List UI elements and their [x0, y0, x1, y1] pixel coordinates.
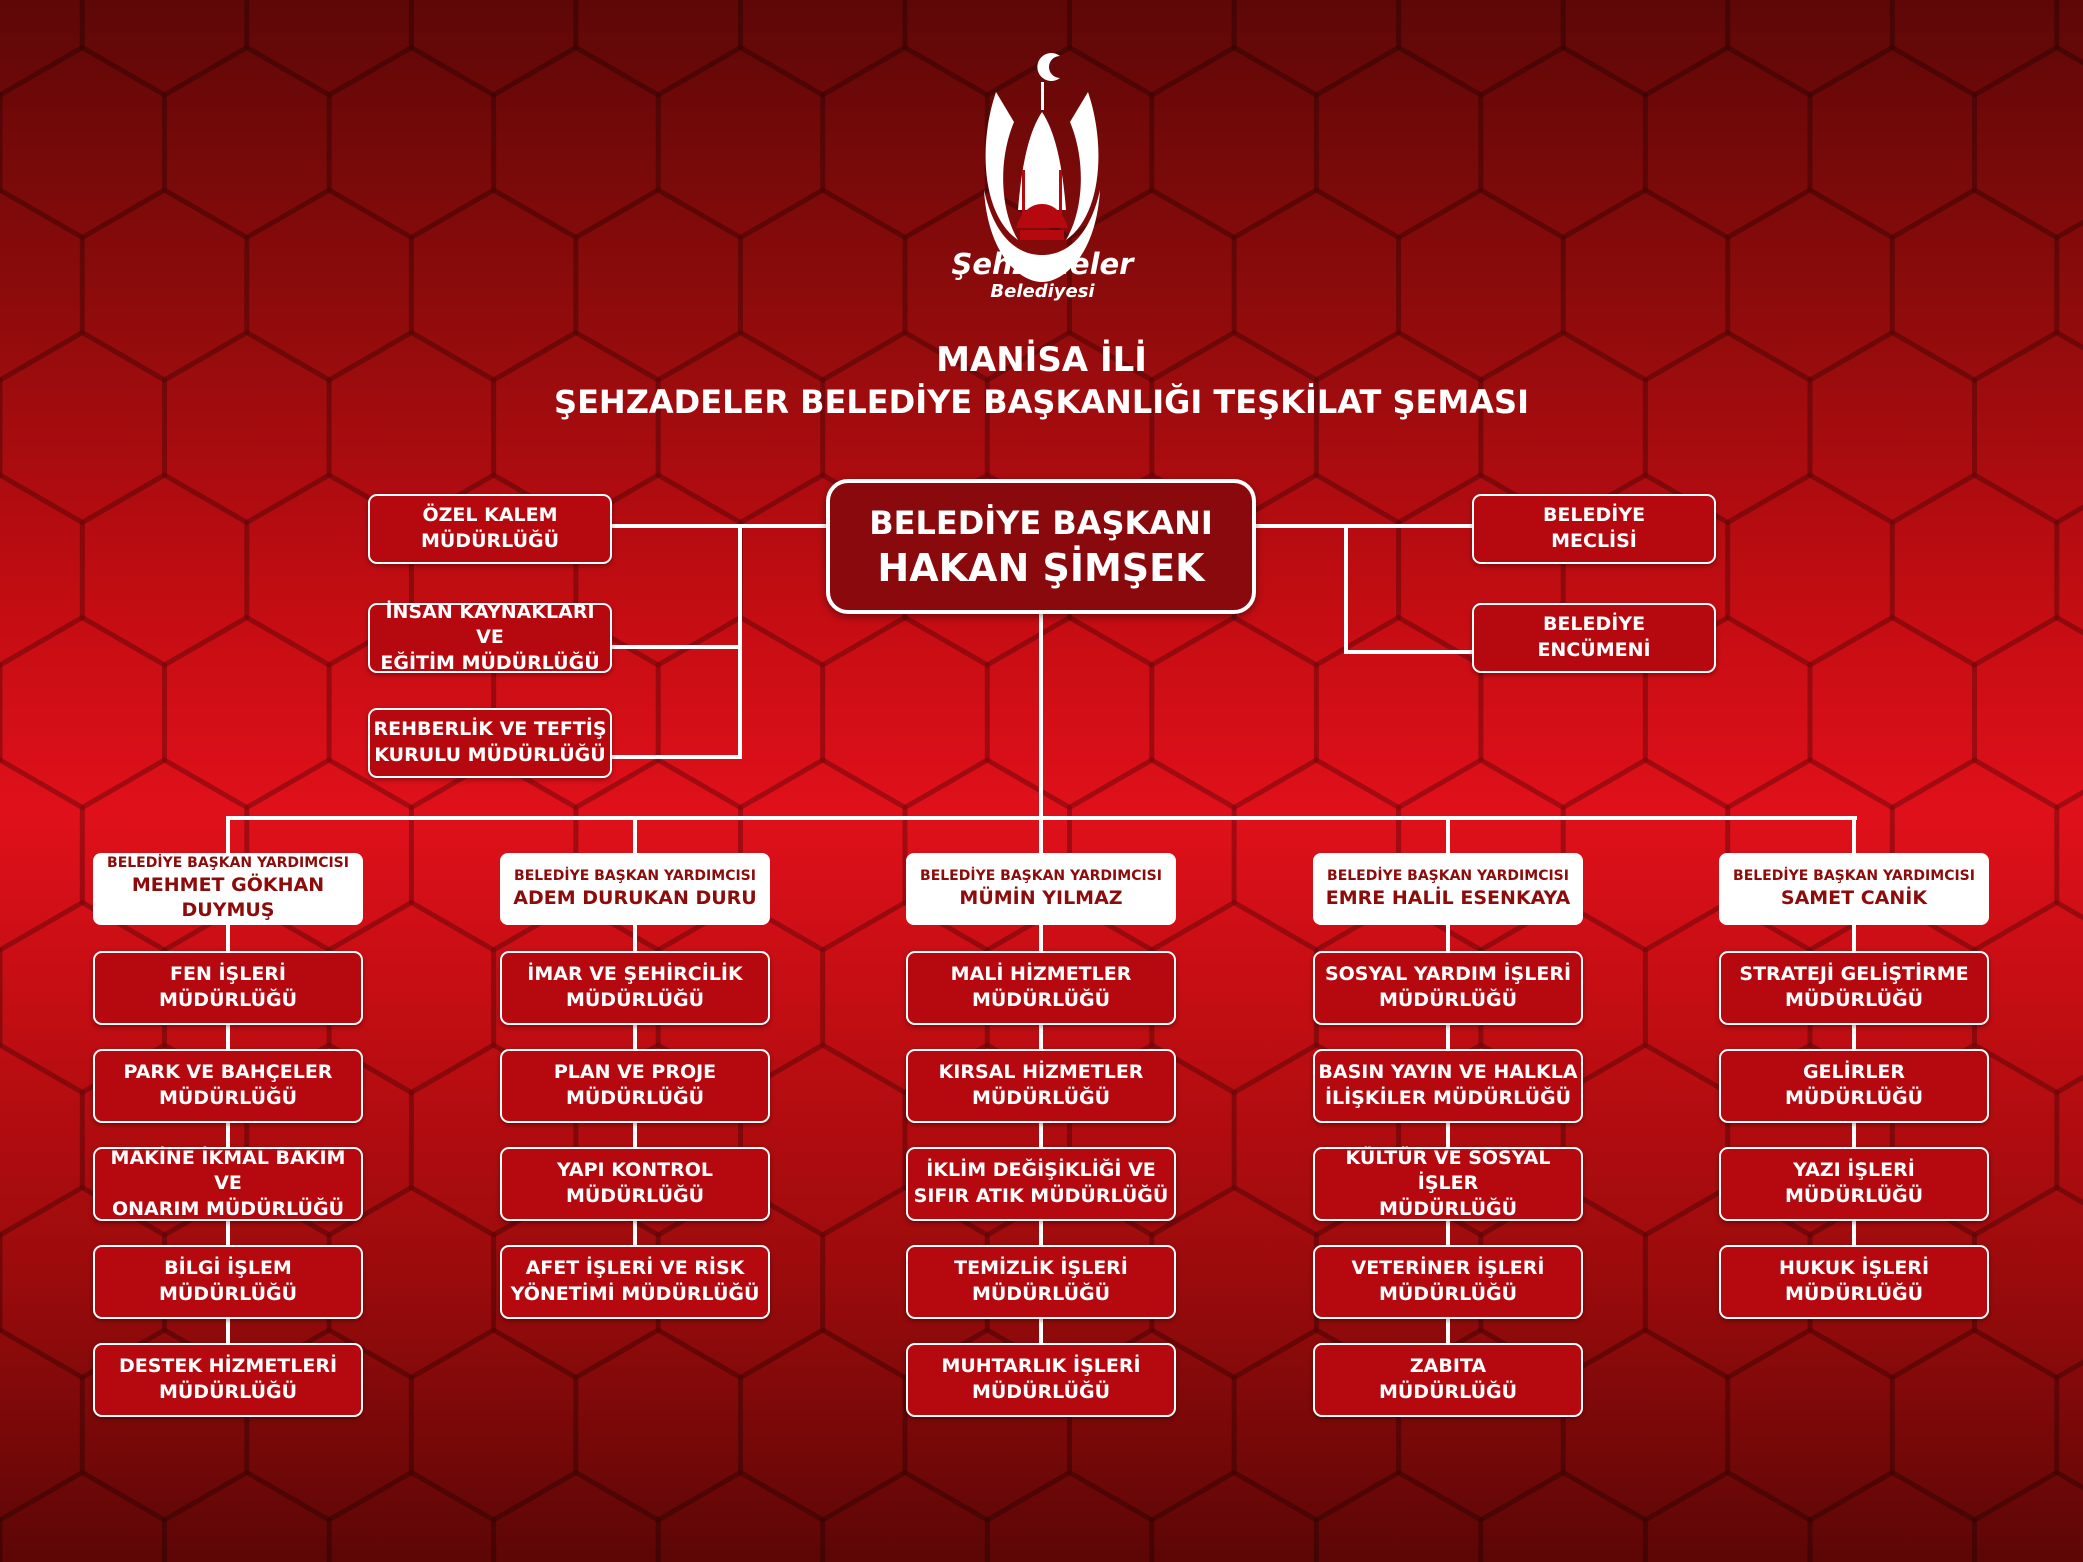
- chart-title-line1: MANİSA İLİ: [936, 340, 1147, 380]
- unit-line2: MÜDÜRLÜĞÜ: [565, 1185, 705, 1207]
- unit-line1: DESTEK HİZMETLERİ: [118, 1355, 338, 1378]
- directorate-box: [1719, 1245, 1989, 1319]
- unit-line2: MÜDÜRLÜĞÜ: [971, 1087, 1111, 1109]
- unit-line2: MÜDÜRLÜĞÜ: [1378, 989, 1518, 1011]
- unit-line1: TEMİZLİK İŞLERİ: [954, 1257, 1128, 1280]
- unit-line1: YAZI İŞLERİ: [1793, 1159, 1915, 1182]
- deputy-role: BELEDİYE BAŞKAN YARDIMCISI: [1327, 867, 1569, 884]
- directorate-box: [500, 951, 770, 1025]
- directorate-box: [93, 1245, 363, 1319]
- unit-line2: MÜDÜRLÜĞÜ: [158, 1283, 298, 1305]
- directorate-box: [1719, 1049, 1989, 1123]
- directorate-box: [906, 1147, 1176, 1221]
- deputy-box: [1313, 853, 1583, 925]
- chart-title-line2: ŞEHZADELER BELEDİYE BAŞKANLIĞI TEŞKİLAT ŞEMASI: [554, 383, 1529, 421]
- unit-line2: MÜDÜRLÜĞÜ: [971, 989, 1111, 1011]
- deputy-role: BELEDİYE BAŞKAN YARDIMCISI: [107, 854, 349, 871]
- directorate-box: [500, 1049, 770, 1123]
- directorate-box: [500, 1147, 770, 1221]
- unit-line1: BASIN YAYIN VE HALKLA: [1318, 1061, 1578, 1084]
- unit-belediye-encumeni: [1472, 603, 1716, 673]
- unit-line1: HUKUK İŞLERİ: [1778, 1257, 1930, 1280]
- deputy-role: BELEDİYE BAŞKAN YARDIMCISI: [920, 867, 1162, 884]
- deputy-box: [1719, 853, 1989, 925]
- unit-line1: YAPI KONTROL: [556, 1159, 714, 1182]
- unit-line2: MÜDÜRLÜĞÜ: [565, 989, 705, 1011]
- directorate-box: [906, 1049, 1176, 1123]
- deputy-box: [93, 853, 363, 925]
- unit-line2: MÜDÜRLÜĞÜ: [1784, 989, 1924, 1011]
- unit-line2: MÜDÜRLÜĞÜ: [971, 1283, 1111, 1305]
- unit-line1: PLAN VE PROJE: [553, 1061, 717, 1084]
- directorate-box: [1313, 951, 1583, 1025]
- deputy-box: [500, 853, 770, 925]
- unit-line2: MÜDÜRLÜĞÜ: [420, 530, 560, 552]
- directorate-box: [1719, 1147, 1989, 1221]
- directorate-box: [1719, 951, 1989, 1025]
- unit-line2: MECLİSİ: [1551, 530, 1637, 552]
- deputy-role: BELEDİYE BAŞKAN YARDIMCISI: [514, 867, 756, 884]
- unit-line2: EĞİTİM MÜDÜRLÜĞÜ: [380, 651, 600, 674]
- brand-name: Şehzadeler: [951, 247, 1134, 281]
- brand-wordmark: [930, 247, 1155, 302]
- directorate-box: [1313, 1049, 1583, 1123]
- unit-line2: ENCÜMENİ: [1537, 639, 1651, 661]
- deputy-name: MÜMİN YILMAZ: [959, 886, 1123, 909]
- directorate-box: [1313, 1147, 1583, 1221]
- unit-line1: MAKİNE İKMAL BAKIM VE: [110, 1146, 346, 1195]
- unit-line2: İLİŞKİLER MÜDÜRLÜĞÜ: [1324, 1087, 1572, 1109]
- unit-line2: MÜDÜRLÜĞÜ: [1378, 1283, 1518, 1305]
- unit-line1: SOSYAL YARDIM İŞLERİ: [1324, 963, 1572, 986]
- directorate-box: [1313, 1245, 1583, 1319]
- unit-line1: ÖZEL KALEM: [422, 504, 558, 527]
- unit-line1: MUHTARLIK İŞLERİ: [941, 1355, 1141, 1378]
- unit-line2: YÖNETİMİ MÜDÜRLÜĞÜ: [510, 1283, 760, 1305]
- directorate-box: [93, 1343, 363, 1417]
- unit-line2: MÜDÜRLÜĞÜ: [565, 1087, 705, 1109]
- directorate-box: [93, 951, 363, 1025]
- deputy-name: MEHMET GÖKHAN DUYMUŞ: [131, 873, 325, 922]
- deputy-name: ADEM DURUKAN DURU: [513, 886, 757, 909]
- unit-line1: BİLGİ İŞLEM: [164, 1257, 292, 1280]
- unit-line1: BELEDİYE: [1542, 613, 1646, 636]
- unit-rehberlik-teftis: [368, 708, 612, 778]
- brand-subname: Belediyesi: [990, 281, 1095, 302]
- deputy-name: EMRE HALİL ESENKAYA: [1325, 886, 1571, 909]
- unit-line2: MÜDÜRLÜĞÜ: [1784, 1283, 1924, 1305]
- unit-line2: ONARIM MÜDÜRLÜĞÜ: [111, 1197, 345, 1220]
- deputy-role: BELEDİYE BAŞKAN YARDIMCISI: [1733, 867, 1975, 884]
- unit-line1: ZABITA: [1409, 1355, 1487, 1378]
- deputy-box: [906, 853, 1176, 925]
- unit-line2: KURULU MÜDÜRLÜĞÜ: [374, 744, 606, 766]
- unit-line1: İMAR VE ŞEHİRCİLİK: [527, 963, 743, 986]
- unit-ozel-kalem: [368, 494, 612, 564]
- unit-line2: MÜDÜRLÜĞÜ: [158, 989, 298, 1011]
- unit-line2: MÜDÜRLÜĞÜ: [1784, 1185, 1924, 1207]
- unit-line2: MÜDÜRLÜĞÜ: [158, 1381, 298, 1403]
- unit-line1: BELEDİYE: [1542, 504, 1646, 527]
- directorate-box: [906, 951, 1176, 1025]
- directorate-box: [93, 1147, 363, 1221]
- unit-line1: FEN İŞLERİ: [169, 963, 286, 986]
- unit-line2: MÜDÜRLÜĞÜ: [971, 1381, 1111, 1403]
- unit-line2: MÜDÜRLÜĞÜ: [1784, 1087, 1924, 1109]
- unit-line1: STRATEJİ GELİŞTİRME: [1739, 963, 1969, 986]
- unit-line1: MALİ HİZMETLER: [950, 963, 1132, 986]
- deputy-name: SAMET CANİK: [1780, 886, 1928, 909]
- unit-line1: REHBERLİK VE TEFTİŞ: [373, 718, 607, 741]
- unit-line1: VETERİNER İŞLERİ: [1351, 1257, 1545, 1280]
- unit-line2: MÜDÜRLÜĞÜ: [1378, 1197, 1518, 1220]
- unit-line1: İKLİM DEĞİŞİKLİĞİ VE: [926, 1159, 1156, 1182]
- directorate-box: [906, 1245, 1176, 1319]
- unit-line1: PARK VE BAHÇELER: [123, 1061, 333, 1084]
- unit-line2: MÜDÜRLÜĞÜ: [1378, 1381, 1518, 1403]
- unit-line1: KIRSAL HİZMETLER: [938, 1061, 1144, 1084]
- directorate-box: [93, 1049, 363, 1123]
- directorate-box: [500, 1245, 770, 1319]
- mayor-name: HAKAN ŞİMŞEK: [877, 545, 1205, 590]
- unit-belediye-meclisi: [1472, 494, 1716, 564]
- mayor-box: [826, 479, 1256, 614]
- mayor-title: BELEDİYE BAŞKANI: [869, 503, 1213, 542]
- unit-line1: İNSAN KAYNAKLARI VE: [385, 600, 595, 649]
- unit-line1: GELİRLER: [1802, 1061, 1906, 1084]
- directorate-box: [906, 1343, 1176, 1417]
- unit-insan-kaynaklari: [368, 600, 612, 674]
- unit-line1: KÜLTÜR VE SOSYAL İŞLER: [1345, 1146, 1551, 1195]
- unit-line1: AFET İŞLERİ VE RİSK: [525, 1257, 745, 1280]
- unit-line2: MÜDÜRLÜĞÜ: [158, 1087, 298, 1109]
- unit-line2: SIFIR ATIK MÜDÜRLÜĞÜ: [913, 1185, 1169, 1207]
- directorate-box: [1313, 1343, 1583, 1417]
